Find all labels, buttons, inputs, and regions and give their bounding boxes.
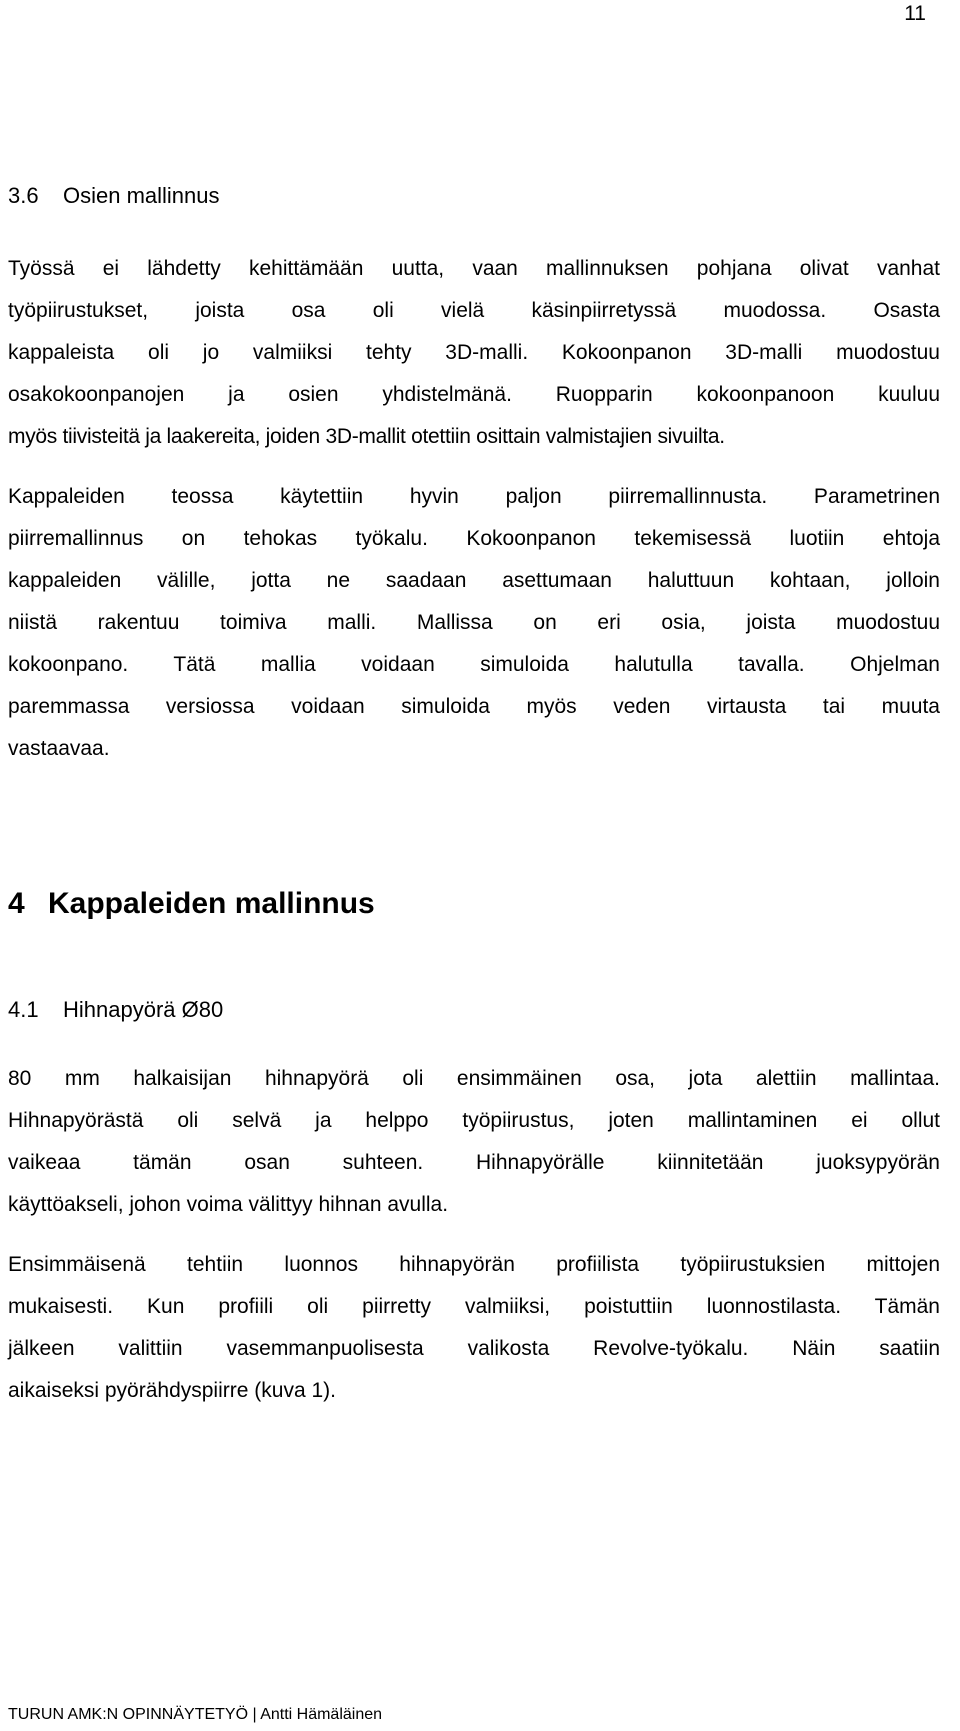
text-line: kokoonpano. Tätä mallia voidaan simuloida halutulla tavalla. Ohjelman xyxy=(8,653,940,676)
text-line: vaikeaa tämän osan suhteen. Hihnapyörälle kiinnitetään juoksypyörän xyxy=(8,1151,940,1174)
text-line: niistä rakentuu toimiva malli. Mallissa on eri osia, joista muodostuu xyxy=(8,611,940,634)
text-line: aikaiseksi pyörähdyspiirre (kuva 1). xyxy=(8,1379,336,1402)
text-line: kappaleiden välille, jotta ne saadaan asettumaan haluttuun kohtaan, jolloin xyxy=(8,569,940,592)
paragraph-4-1-2 xyxy=(8,1244,940,1412)
text-line: työpiirustukset, joista osa oli vielä käsinpiirretyssä muodossa. Osasta xyxy=(8,299,940,322)
section-heading-4-1 xyxy=(8,997,223,1023)
text-line: Ensimmäisenä tehtiin luonnos hihnapyörän profiilista työpiirustuksien mittojen xyxy=(8,1253,940,1276)
text-line: Kappaleiden teossa käytettiin hyvin paljon piirremallinnusta. Parametrinen xyxy=(8,485,940,508)
text-line: vastaavaa. xyxy=(8,737,110,760)
text-line: käyttöakseli, johon voima välittyy hihnan avulla. xyxy=(8,1193,449,1216)
text-line: piirremallinnus on tehokas työkalu. Kokoonpanon tekemisessä luotiin ehtoja xyxy=(8,527,940,550)
paragraph-3-6-1 xyxy=(8,248,940,458)
text-line: osakokoonpanojen ja osien yhdistelmänä. Ruopparin kokoonpanoon kuuluu xyxy=(8,383,940,406)
chapter-heading-4 xyxy=(8,887,375,921)
page-number: 11 xyxy=(904,2,926,25)
text-line: Hihnapyörästä oli selvä ja helppo työpiirustus, joten mallintaminen ei ollut xyxy=(8,1109,940,1132)
chapter-title: Kappaleiden mallinnus xyxy=(48,887,375,920)
text-line: kappaleista oli jo valmiiksi tehty 3D-malli. Kokoonpanon 3D-malli muodostuu xyxy=(8,341,940,364)
page-footer: TURUN AMK:N OPINNÄYTETYÖ | Antti Hämäläinen xyxy=(8,1706,383,1723)
section-title: Osien mallinnus xyxy=(63,183,220,208)
chapter-number: 4 xyxy=(8,887,25,920)
text-line: Työssä ei lähdetty kehittämään uutta, vaan mallinnuksen pohjana olivat vanhat xyxy=(8,257,940,280)
text-line: jälkeen valittiin vasemmanpuolisesta valikosta Revolve-työkalu. Näin saatiin xyxy=(8,1337,940,1360)
section-number: 4.1 xyxy=(8,997,39,1022)
section-heading-3-6 xyxy=(8,183,220,209)
text-line: 80 mm halkaisijan hihnapyörä oli ensimmäinen osa, jota alettiin mallintaa. xyxy=(8,1067,940,1090)
text-line: paremmassa versiossa voidaan simuloida myös veden virtausta tai muuta xyxy=(8,695,940,718)
text-line: myös tiivisteitä ja laakereita, joiden 3D-mallit otettiin osittain valmistajien sivuilta. xyxy=(8,425,725,448)
section-title: Hihnapyörä Ø80 xyxy=(63,997,224,1022)
paragraph-3-6-2 xyxy=(8,476,940,770)
paragraph-4-1-1 xyxy=(8,1058,940,1226)
text-line: mukaisesti. Kun profiili oli piirretty valmiiksi, poistuttiin luonnostilasta. Tämän xyxy=(8,1295,940,1318)
section-number: 3.6 xyxy=(8,183,39,208)
